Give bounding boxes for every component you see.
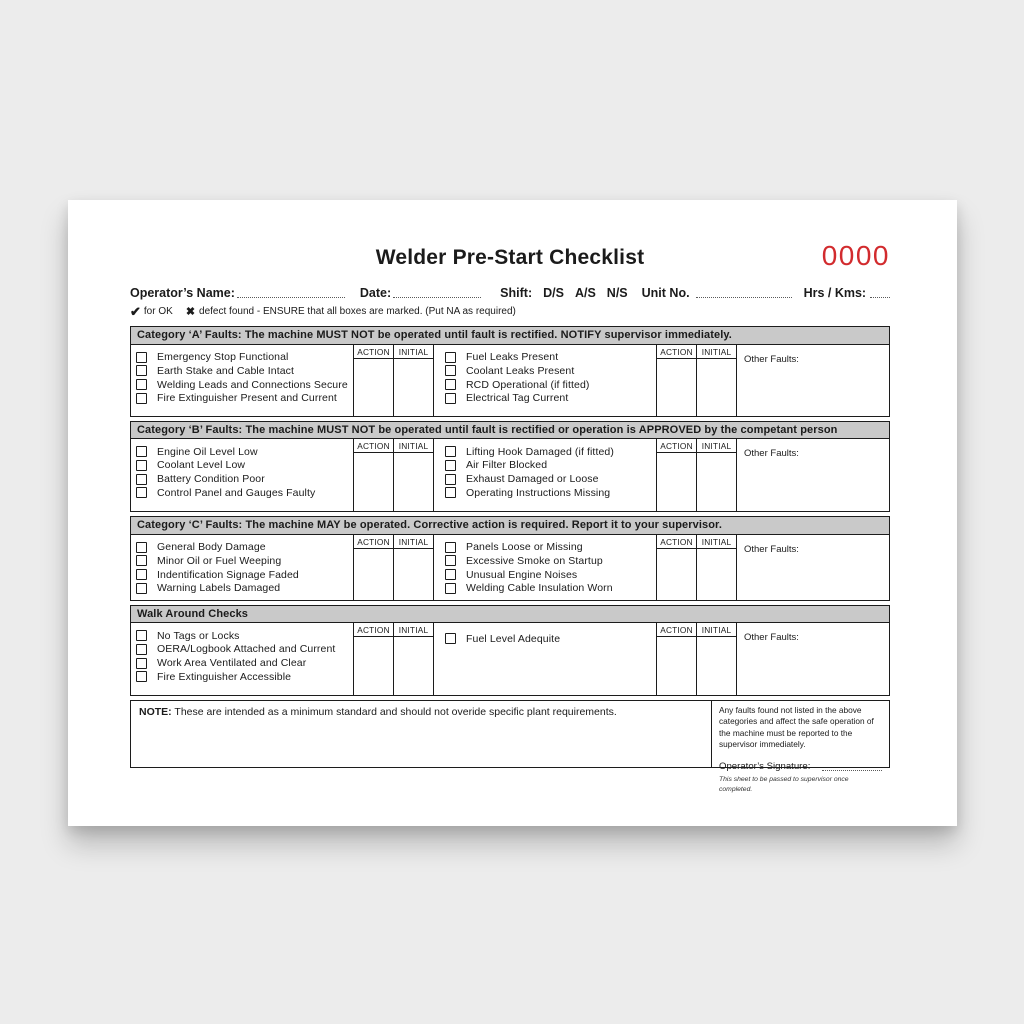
checklist-item: [445, 555, 656, 567]
initial-column-header: INITIAL: [697, 345, 736, 359]
checkbox[interactable]: [136, 569, 147, 580]
checklist-item-label: Welding Cable Insulation Worn: [466, 582, 613, 595]
action-column-header: ACTION: [657, 439, 696, 453]
initial-column: [696, 623, 736, 695]
section-b-header: Category ‘B’ Faults: The machine MUST NOT be operated until fault is rectified or operation is APPROVED by the competant person: [130, 421, 890, 440]
action-column: [656, 439, 696, 511]
other-faults-cell[interactable]: [736, 535, 889, 600]
action-column-header: ACTION: [354, 439, 393, 453]
checklist-item: [445, 583, 656, 595]
checkbox[interactable]: [445, 460, 456, 471]
other-faults-label: Other Faults:: [744, 632, 799, 643]
initial-write-area[interactable]: [394, 637, 433, 695]
signature-footnote: This sheet to be passed to supervisor once completed.: [719, 776, 849, 793]
checklist-item-label: Exhaust Damaged or Loose: [466, 473, 599, 486]
checklist-item-label: No Tags or Locks: [157, 629, 240, 642]
action-column-header: ACTION: [354, 535, 393, 549]
checklist-item-label: Minor Oil or Fuel Weeping: [157, 554, 282, 567]
action-column: [656, 623, 696, 695]
checklist-item-label: Lifting Hook Damaged (if fitted): [466, 445, 614, 458]
checkbox[interactable]: [445, 633, 456, 644]
checkbox[interactable]: [136, 555, 147, 566]
checkbox[interactable]: [136, 671, 147, 682]
section-walk-around: [130, 605, 890, 697]
signature-row: [719, 760, 882, 773]
serial-number: 0000: [821, 240, 890, 271]
action-column: [656, 535, 696, 600]
action-write-area[interactable]: [354, 637, 393, 695]
checklist-item-label: Warning Labels Damaged: [157, 582, 281, 595]
page-title: Welder Pre-Start Checklist: [375, 246, 645, 269]
checkbox[interactable]: [136, 460, 147, 471]
checklist-sheet: [68, 200, 957, 826]
action-column: [353, 535, 393, 600]
checklist-item-label: Control Panel and Gauges Faulty: [157, 486, 316, 499]
other-faults-cell[interactable]: [736, 439, 889, 511]
signature-label: Operator’s Signature:: [719, 760, 811, 772]
checklist-item-label: Emergency Stop Functional: [157, 351, 289, 364]
checklist-item: [136, 671, 353, 683]
initial-write-area[interactable]: [697, 359, 736, 416]
operator-name-label: Operator’s Name:: [130, 286, 235, 300]
section-category-b: [130, 421, 890, 513]
checkbox[interactable]: [445, 446, 456, 457]
checklist-item: [445, 487, 656, 499]
walk-around-body: [130, 623, 890, 696]
checkbox[interactable]: [445, 583, 456, 594]
title-row: [130, 240, 890, 274]
operator-name-field[interactable]: [237, 297, 345, 298]
action-column-header: ACTION: [657, 623, 696, 637]
checklist-item: [136, 542, 353, 554]
checklist-item-label: Excessive Smoke on Startup: [466, 554, 603, 567]
shift-option-ns: N/S: [606, 286, 628, 300]
shift-option-ds: D/S: [543, 286, 564, 300]
initial-column: [696, 535, 736, 600]
initial-column-header: INITIAL: [394, 439, 433, 453]
unit-no-field[interactable]: [696, 297, 792, 298]
checklist-item-label: Panels Loose or Missing: [466, 541, 583, 554]
checkbox[interactable]: [445, 569, 456, 580]
section-category-a: [130, 326, 890, 417]
shift-label: Shift:: [500, 286, 533, 300]
initial-write-area[interactable]: [697, 549, 736, 600]
other-faults-cell[interactable]: [736, 623, 889, 695]
checkbox[interactable]: [136, 365, 147, 376]
action-write-area[interactable]: [657, 549, 696, 600]
checklist-item: [136, 393, 353, 405]
header-fields-row: [130, 283, 890, 300]
hrs-kms-label: Hrs / Kms:: [803, 286, 867, 300]
checkbox[interactable]: [136, 446, 147, 457]
checkbox[interactable]: [445, 555, 456, 566]
checklist-item: [136, 379, 353, 391]
initial-write-area[interactable]: [697, 453, 736, 511]
checklist-item: [136, 569, 353, 581]
checklist-item-label: OERA/Logbook Attached and Current: [157, 643, 336, 656]
note-label: NOTE:: [139, 706, 172, 718]
other-faults-label: Other Faults:: [744, 353, 799, 365]
initial-column: [393, 439, 433, 511]
initial-column: [393, 535, 433, 600]
initial-column-header: INITIAL: [697, 439, 736, 453]
unit-no-label: Unit No.: [641, 286, 690, 300]
note-row: [130, 700, 890, 793]
checklist-item: [136, 446, 353, 458]
checklist-item-label: Fire Extinguisher Present and Current: [157, 392, 337, 405]
section-a-body: [130, 345, 890, 417]
initial-column-header: INITIAL: [394, 345, 433, 359]
initial-column-header: INITIAL: [394, 623, 433, 637]
checkbox[interactable]: [445, 474, 456, 485]
action-write-area[interactable]: [354, 549, 393, 600]
checklist-right: [433, 535, 656, 600]
checklist-item-label: Fuel Level Adequite: [466, 632, 561, 645]
signature-cell-text: Any faults found not listed in the above categories and affect the safe operation of the machine must be reported to the supervisor immediately.: [719, 705, 874, 750]
checkbox[interactable]: [445, 379, 456, 390]
checklist-item: [445, 379, 656, 391]
initial-column-header: INITIAL: [697, 623, 736, 637]
initial-column-header: INITIAL: [697, 535, 736, 549]
initial-column: [393, 345, 433, 416]
checkbox[interactable]: [136, 474, 147, 485]
checklist-item: [445, 460, 656, 472]
initial-column: [393, 623, 433, 695]
action-write-area[interactable]: [657, 359, 696, 416]
checklist-item: [136, 630, 353, 642]
checklist-item-label: Air Filter Blocked: [466, 459, 548, 472]
date-label: Date:: [359, 286, 392, 300]
checkbox[interactable]: [445, 352, 456, 363]
checkbox[interactable]: [136, 352, 147, 363]
action-column-header: ACTION: [657, 535, 696, 549]
checklist-item: [136, 460, 353, 472]
initial-column: [696, 345, 736, 416]
checklist-item-label: Unusual Engine Noises: [466, 568, 578, 581]
signature-cell: [711, 701, 889, 793]
note-cell: [131, 701, 711, 767]
initial-write-area[interactable]: [697, 637, 736, 695]
action-column: [353, 439, 393, 511]
shift-option-as: A/S: [574, 286, 596, 300]
note-text: These are intended as a minimum standard and should not overide specific plant requirements.: [171, 706, 617, 718]
checkbox[interactable]: [136, 630, 147, 641]
checkbox[interactable]: [136, 542, 147, 553]
checklist-item-label: Welding Leads and Connections Secure: [157, 378, 348, 391]
cross-icon: ✖: [185, 305, 196, 318]
action-column-header: ACTION: [354, 623, 393, 637]
checkbox[interactable]: [136, 658, 147, 669]
initial-column: [696, 439, 736, 511]
checkbox[interactable]: [445, 487, 456, 498]
checklist-item: [445, 446, 656, 458]
checklist-item: [136, 487, 353, 499]
section-c-body: [130, 535, 890, 601]
legend-row: [130, 305, 890, 318]
initial-write-area[interactable]: [394, 359, 433, 416]
checklist-left: [131, 345, 353, 416]
other-faults-label: Other Faults:: [744, 448, 799, 459]
checkbox[interactable]: [445, 542, 456, 553]
checkbox[interactable]: [136, 393, 147, 404]
checklist-item: [445, 365, 656, 377]
checklist-right: [433, 439, 656, 511]
checklist-left: [131, 623, 353, 695]
date-field[interactable]: [393, 297, 481, 298]
checkbox[interactable]: [136, 583, 147, 594]
action-column-header: ACTION: [354, 345, 393, 359]
checklist-left: [131, 439, 353, 511]
checklist-right: [433, 345, 656, 416]
checklist-item-label: Fire Extinguisher Accessible: [157, 670, 292, 683]
signature-field[interactable]: [822, 770, 882, 771]
checklist-item: [445, 473, 656, 485]
checklist-item: [136, 583, 353, 595]
checklist-item-label: Electrical Tag Current: [466, 392, 569, 405]
checklist-item: [136, 473, 353, 485]
checklist-item-label: Engine Oil Level Low: [157, 445, 258, 458]
other-faults-label: Other Faults:: [744, 543, 799, 555]
action-write-area[interactable]: [354, 359, 393, 416]
section-c-header: Category ‘C’ Faults: The machine MAY be operated. Corrective action is required. Report it to your supervisor.: [130, 516, 890, 535]
checklist-item-label: Operating Instructions Missing: [466, 486, 611, 499]
checkbox[interactable]: [136, 487, 147, 498]
checkbox[interactable]: [445, 393, 456, 404]
checkbox[interactable]: [136, 644, 147, 655]
other-faults-cell[interactable]: [736, 345, 889, 416]
action-column: [353, 345, 393, 416]
initial-write-area[interactable]: [394, 453, 433, 511]
checklist-item-label: RCD Operational (if fitted): [466, 378, 590, 391]
hrs-kms-field[interactable]: [870, 297, 890, 298]
checklist-item-label: Coolant Leaks Present: [466, 364, 575, 377]
legend-cross-text: defect found - ENSURE that all boxes are marked. (Put NA as required): [199, 306, 516, 317]
checklist-item: [445, 393, 656, 405]
checklist-left: [131, 535, 353, 600]
checkbox[interactable]: [445, 365, 456, 376]
walk-around-header: Walk Around Checks: [130, 605, 890, 624]
checklist-item-label: General Body Damage: [157, 541, 266, 554]
initial-write-area[interactable]: [394, 549, 433, 600]
legend-check-text: for OK: [143, 306, 173, 317]
action-write-area[interactable]: [354, 453, 393, 511]
checkbox[interactable]: [136, 379, 147, 390]
checklist-item: [445, 633, 656, 645]
section-a-header: Category ‘A’ Faults: The machine MUST NOT be operated until fault is rectified. NOTIFY supervisor immediately.: [130, 326, 890, 345]
checklist-item-label: Fuel Leaks Present: [466, 351, 559, 364]
checklist-item: [445, 542, 656, 554]
checklist-item-label: Work Area Ventilated and Clear: [157, 657, 307, 670]
section-category-c: [130, 516, 890, 601]
checklist-item-label: Battery Condition Poor: [157, 473, 265, 486]
checklist-item: [445, 569, 656, 581]
action-column: [353, 623, 393, 695]
checklist-item: [136, 644, 353, 656]
action-write-area[interactable]: [657, 453, 696, 511]
initial-column-header: INITIAL: [394, 535, 433, 549]
checklist-item: [445, 352, 656, 364]
checklist-item: [136, 352, 353, 364]
checklist-item-label: Coolant Level Low: [157, 459, 246, 472]
checkmark-icon: ✔: [130, 303, 141, 319]
checklist-item: [136, 657, 353, 669]
checklist-item: [136, 555, 353, 567]
checklist-right: [433, 623, 656, 695]
action-column: [656, 345, 696, 416]
section-b-body: [130, 439, 890, 512]
checklist-item-label: Indentification Signage Faded: [157, 568, 299, 581]
action-write-area[interactable]: [657, 637, 696, 695]
action-column-header: ACTION: [657, 345, 696, 359]
checklist-item: [136, 365, 353, 377]
checklist-item-label: Earth Stake and Cable Intact: [157, 364, 295, 377]
